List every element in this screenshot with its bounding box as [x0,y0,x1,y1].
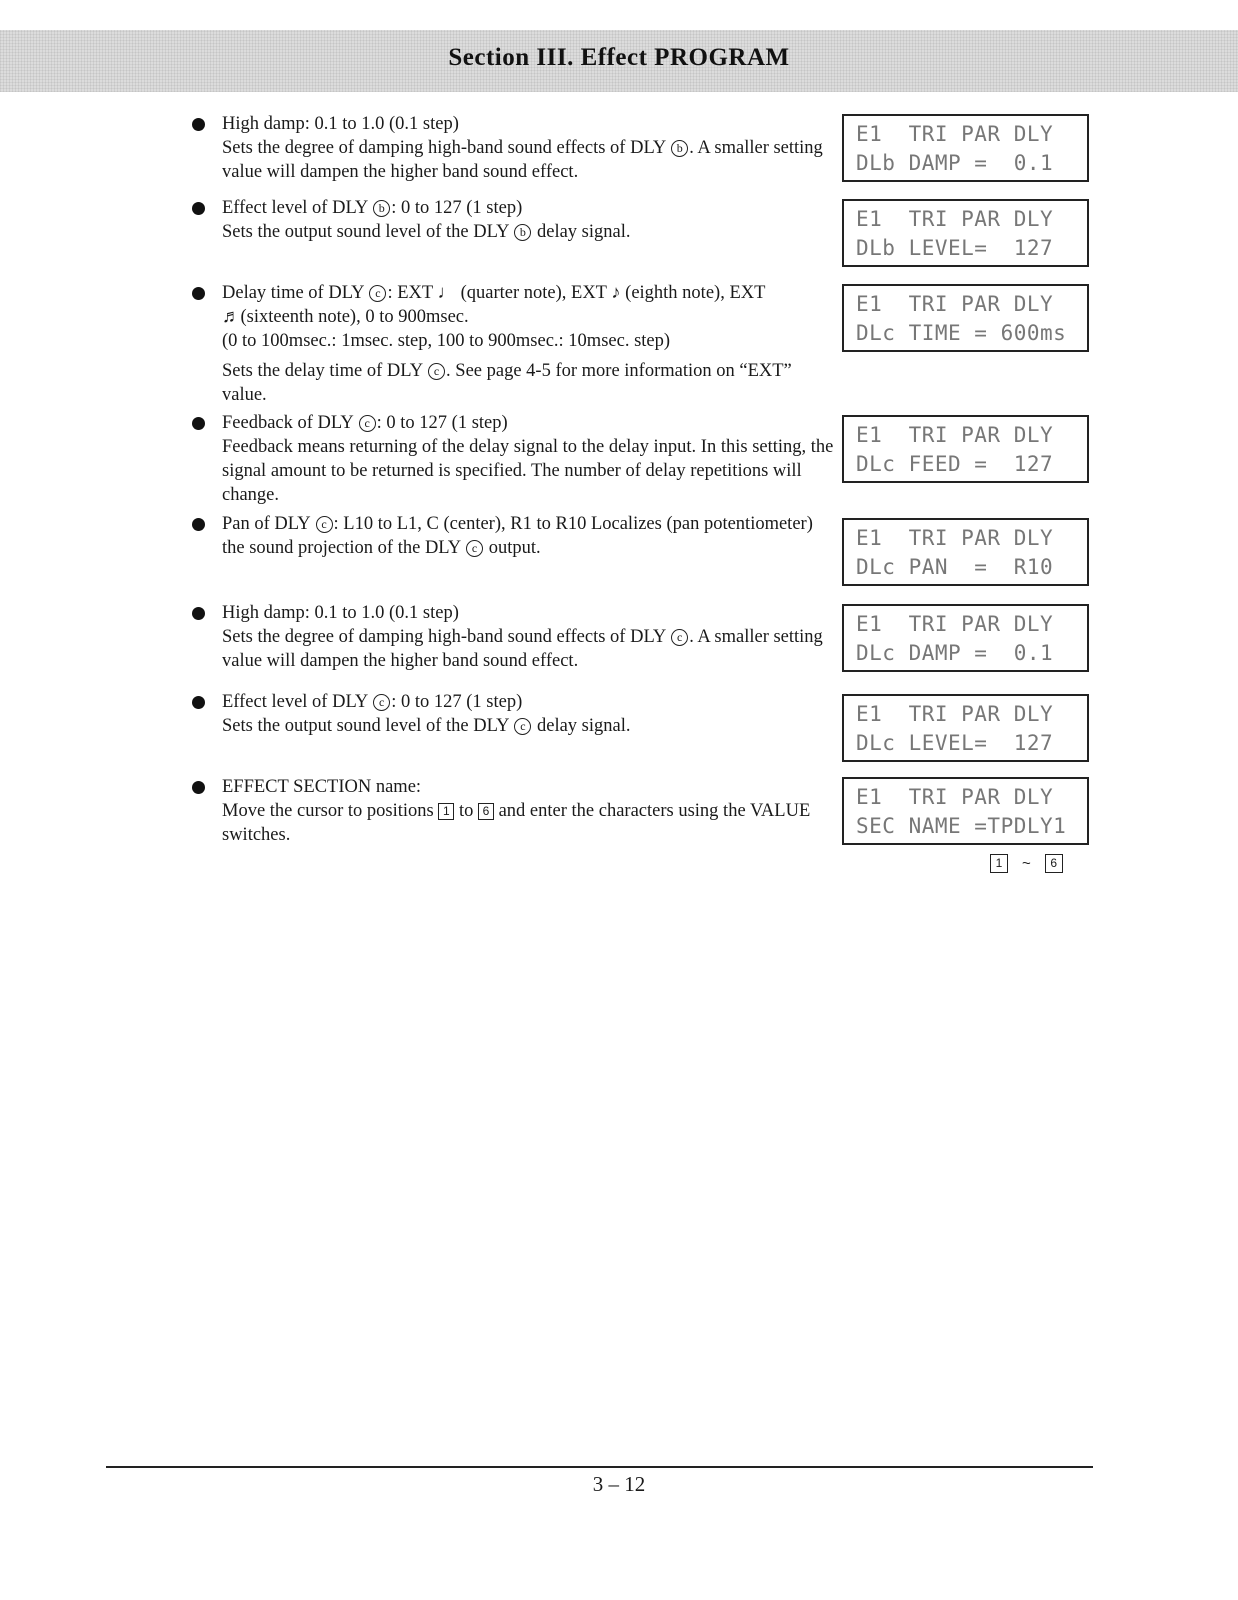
circled-c-icon: c [466,540,483,557]
lcd-line-2: DLb DAMP = 0.1 [856,151,1054,175]
bullet-icon [192,696,205,709]
lcd-line-1: E1 TRI PAR DLY [856,207,1054,231]
boxed-digit-6: 6 [1045,854,1063,873]
page-title: Section III. Effect PROGRAM [448,44,790,71]
entry-title: Effect level of DLY c : 0 to 127 (1 step) [222,692,523,712]
lcd-line-2: DLc LEVEL= 127 [856,731,1054,755]
entry-description: Move the cursor to positions 1 to 6 and enter the characters using the VALUE switches. [222,801,811,845]
entry-title: Effect level of DLY b : 0 to 127 (1 step) [222,198,523,218]
lcd-display-dlb-level [842,199,1089,267]
entry-title: EFFECT SECTION name: [222,777,422,797]
lcd-line-1: E1 TRI PAR DLY [856,785,1054,809]
entry-feedback-c [196,411,836,507]
entry-range: (0 to 100msec.: 1msec. step, 100 to 900msec.: 10msec. step) [222,331,671,351]
lcd-line-1: E1 TRI PAR DLY [856,526,1054,550]
lcd-line-2: SEC NAME =TPDLY1 [856,814,1067,838]
lcd-display-dlc-level [842,694,1089,762]
entry-high-damp-b [196,112,836,184]
lcd-line-1: E1 TRI PAR DLY [856,612,1054,636]
lcd-line-2: DLc DAMP = 0.1 [856,641,1054,665]
bullet-icon [192,118,205,131]
entry-pan-c [196,512,836,560]
circled-c-icon: c [373,694,390,711]
entry-description: Sets the degree of damping high-band sound effects of DLY c . A smaller setting value will dampen the higher band sound effect. [222,627,823,671]
entry-title: High damp: 0.1 to 1.0 (0.1 step) [222,114,459,134]
circled-c-icon: c [514,718,531,735]
entry-title: Pan of DLY c : L10 to L1, C (center), R1 to R10 Localizes (pan potentiometer) the sound projection of the DLY c output. [222,514,813,558]
circled-b-icon: b [671,140,688,157]
circled-b-icon: b [373,200,390,217]
bullet-icon [192,781,205,794]
bullet-icon [192,607,205,620]
circled-c-icon: c [671,629,688,646]
entry-title: Delay time of DLY c : EXT ♩ (quarter note), EXT ♪ (eighth note), EXT ♬(sixteenth note), 0 to 900msec. [222,283,766,327]
lcd-display-dlc-time [842,284,1089,352]
tilde-separator: ~ [1022,855,1031,872]
boxed-digit-1: 1 [990,854,1008,873]
bullet-icon [192,417,205,430]
entry-description: Sets the output sound level of the DLY b delay signal. [222,222,631,242]
lcd-line-2: DLc FEED = 127 [856,452,1054,476]
entry-description: Sets the degree of damping high-band sound effects of DLY b . A smaller setting value will dampen the higher band sound effect. [222,138,823,182]
lcd-display-dlc-damp [842,604,1089,672]
lcd-line-2: DLc TIME = 600ms [856,321,1067,345]
lcd-line-1: E1 TRI PAR DLY [856,292,1054,316]
entry-title: High damp: 0.1 to 1.0 (0.1 step) [222,603,459,623]
lcd-line-1: E1 TRI PAR DLY [856,122,1054,146]
footer-rule [106,1466,1093,1468]
entry-delay-time-c [196,281,836,407]
circled-c-icon: c [316,516,333,533]
entry-description: Sets the output sound level of the DLY c delay signal. [222,716,631,736]
entry-effect-level-b [196,196,836,244]
lcd-display-dlb-damp [842,114,1089,182]
circled-c-icon: c [359,415,376,432]
cursor-position-caption [990,852,1063,873]
boxed-digit-6: 6 [478,803,494,820]
entry-high-damp-c [196,601,836,673]
entry-title: Feedback of DLY c : 0 to 127 (1 step) [222,413,508,433]
page-number: 3 – 12 [592,1472,646,1496]
circled-c-icon: c [428,363,445,380]
bullet-icon [192,202,205,215]
lcd-line-2: DLb LEVEL= 127 [856,236,1054,260]
entry-section-name [196,775,836,847]
lcd-display-dlc-feed [842,415,1089,483]
lcd-display-sec-name [842,777,1089,845]
entry-effect-level-c [196,690,836,738]
entry-description: Feedback means returning of the delay signal to the delay input. In this setting, the signal amount to be returned is specified. The number of delay repetitions will change. [222,437,834,505]
lcd-line-2: DLc PAN = R10 [856,555,1054,579]
lcd-line-1: E1 TRI PAR DLY [856,423,1054,447]
circled-c-icon: c [369,285,386,302]
circled-b-icon: b [514,224,531,241]
bullet-icon [192,518,205,531]
boxed-digit-1: 1 [438,803,454,820]
lcd-line-1: E1 TRI PAR DLY [856,702,1054,726]
bullet-icon [192,287,205,300]
entry-description: Sets the delay time of DLY c . See page 4-5 for more information on “EXT” value. [222,361,792,405]
lcd-display-dlc-pan [842,518,1089,586]
